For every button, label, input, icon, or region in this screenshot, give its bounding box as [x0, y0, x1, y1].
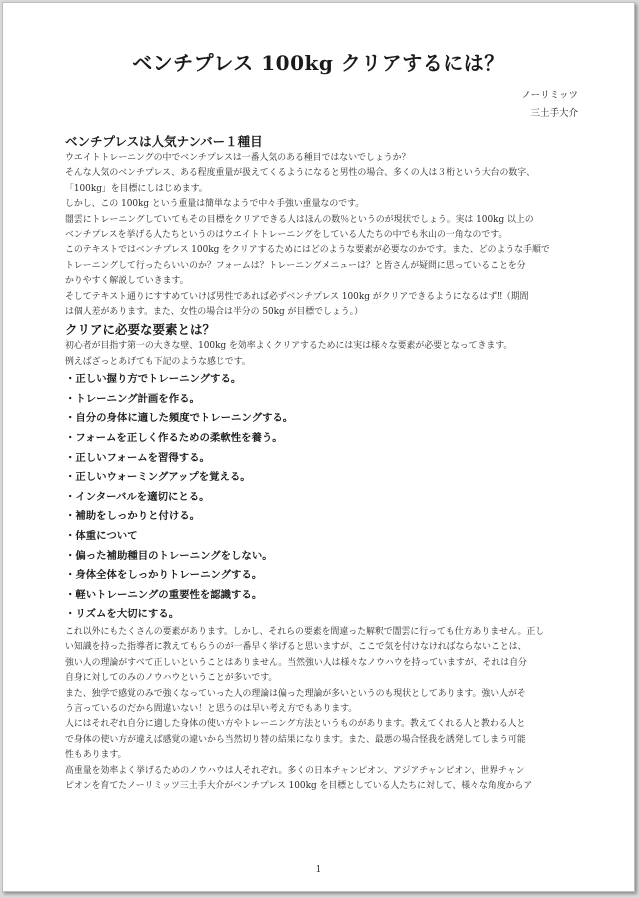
list-item: ・補助をしっかりと付ける。 — [65, 510, 201, 523]
section-heading-requirements: クリアに必要な要素とは？ — [65, 322, 216, 338]
paragraph-line: そんな人気のベンチプレス、ある程度重量が扱えてくるようになると男性の場合、多くの人は３桁という大台の数字、 — [65, 168, 536, 179]
paragraph-line: 初心者が目指す第一の大きな壁、100kg を効率よくクリアするためには実は様々な要素が必要となってきます。 — [65, 341, 513, 352]
paragraph-line: ピオンを育てたノーリミッツ三土手大介がベンチプレス 100kg を目標としている人たちに対して、様々な角度からア — [65, 781, 533, 792]
paragraph-line: このテキストではベンチプレス 100kg をクリアするためにはどのような要素が必要なのかです。また、どのような手順で — [65, 245, 550, 256]
page-number: 1 — [315, 865, 322, 875]
paragraph-line: 例えばざっとあげても下記のような感じです。 — [65, 356, 251, 367]
section-requirements-intro — [65, 339, 585, 370]
paragraph-line: ベンチプレスを挙げる人たちというのはウエイトトレーニングをしている人たちの中でも氷山の一角なのです。 — [65, 230, 508, 241]
paragraph-line: 闇雲にトレーニングしていてもその目標をクリアできる人はほんの数％というのが現状でしょう。実は 100kg 以上の — [65, 214, 534, 225]
paragraph-line: トレーニングして行ったらいいのか？フォームは？トレーニングメニューは？と皆さんが疑問に思っていることを分 — [65, 260, 526, 271]
paragraph-line: 自身に対してのみのノウハウということが多いです。 — [65, 673, 278, 684]
list-item: ・正しいフォームを習得する。 — [65, 451, 210, 464]
list-item: ・正しい握り方でトレーニングする。 — [65, 373, 242, 386]
paragraph-line: 高重量を効率よく挙げるためのノウハウは人それぞれ。多くの日本チャンピオン、アジアチャンピオン、世界チャン — [65, 765, 525, 776]
list-item: ・身体全体をしっかりトレーニングする。 — [65, 569, 263, 582]
section-requirements-paragraphs — [65, 625, 585, 794]
paragraph-line: で身体の使い方が違えば感覚の違いから当然切り替の結果になります。また、最悪の場合怪我を誘発してしまう可能 — [65, 734, 526, 745]
list-item: ・体重について — [65, 530, 138, 543]
paragraph-line: は個人差があります。また、女性の場合は半分の 50kg が目標でしょう。） — [65, 307, 363, 318]
author-organization: ノーリミッツ — [521, 90, 578, 101]
section-heading-popular: ベンチプレスは人気ナンバー１種目 — [65, 134, 263, 149]
list-item: ・フォームを正しく作るための柔軟性を養う。 — [65, 432, 283, 445]
paragraph-line: 性もあります。 — [65, 750, 127, 761]
author-name: 三土手大介 — [530, 108, 578, 119]
requirements-bullet-list — [65, 370, 585, 625]
paragraph-line: しかし、この 100kg という重量は簡単なようで中々手強い重量なのです。 — [65, 199, 365, 210]
list-item: ・自分の身体に適した頻度でトレーニングする。 — [65, 412, 294, 425]
list-item: ・インターバルを適切にとる。 — [65, 490, 210, 503]
list-item: ・偏った補助種目のトレーニングをしない。 — [65, 549, 273, 562]
list-item: ・軽いトレーニングの重要性を認識する。 — [65, 588, 263, 601]
paragraph-line: 「100kg」を目標にしはじめます。 — [65, 183, 208, 194]
paragraph-line: い知識を持った指導者に教えてもらうのが一番早く挙げると思いますが、ここで気を付けなければならないことは、 — [65, 642, 527, 653]
paragraph-line: また、独学で感覚のみで強くなっていった人の理論は偏った理論が多いというのも現状としてあります。強い人がそ — [65, 688, 526, 699]
paragraph-line: ウエイトトレーニングの中でベンチプレスは一番人気のある種目ではないでしょうか？ — [65, 153, 411, 163]
paragraph-line: 人にはそれぞれ自分に適した身体の使い方やトレーニング方法というものがあります。教えてくれる人と教わる人と — [65, 719, 526, 730]
paragraph-line: う言っているのだから間違いない！と思うのは早い考え方でもあります。 — [65, 704, 358, 715]
list-item: ・リズムを大切にする。 — [65, 608, 180, 621]
paragraph-line: そしてテキスト通りにすすめていけば男性であれば必ずベンチプレス 100kg がクリアできるようになるはず‼（期間 — [65, 291, 529, 302]
paragraph-line: これ以外にもたくさんの要素があります。しかし、それらの要素を間違った解釈で闇雲に行っても仕方ありません。正し — [65, 627, 545, 637]
document-title: ベンチプレス 100kg クリアするには？ — [132, 51, 505, 75]
list-item: ・正しいウォーミングアップを覚える。 — [65, 471, 251, 484]
paragraph-line: 強い人の理論がすべて正しいということはありません。当然強い人は様々なノウハウを持っていますが、それは自分 — [65, 657, 527, 668]
list-item: ・トレーニング計画を作る。 — [65, 392, 200, 405]
document-page — [2, 2, 635, 892]
section-popular-paragraphs — [65, 151, 585, 320]
document-body — [65, 133, 585, 794]
author-block — [521, 87, 578, 123]
paragraph-line: かりやすく解説していきます。 — [65, 276, 189, 287]
